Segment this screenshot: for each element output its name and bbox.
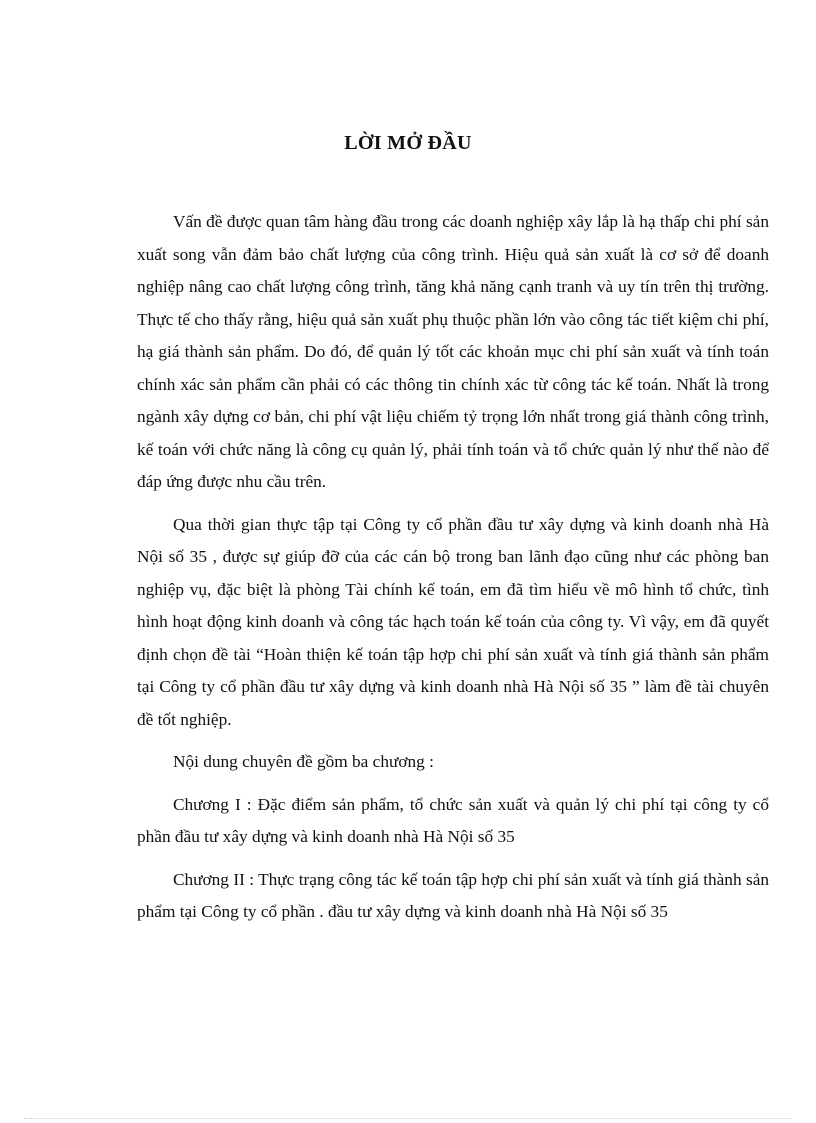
page-title: LỜI MỞ ĐẦU — [344, 132, 472, 154]
paragraph-chapter-2: Chương II : Thực trạng công tác kế toán tập hợp chi phí sản xuất và tính giá thành sản phẩm tại Công ty cổ phần . đầu tư xây dựng và kinh doanh nhà Hà Nội số 35 — [137, 869, 769, 921]
page-bottom-divider — [24, 1118, 792, 1119]
paragraph-chapter-1: Chương I : Đặc điểm sản phẩm, tổ chức sản xuất và quản lý chi phí tại công ty cổ phần đầu tư xây dựng và kinh doanh nhà Hà Nội số 35 — [137, 794, 769, 846]
paragraph-content-overview: Nội dung chuyên đề gồm ba chương : — [173, 752, 434, 771]
document-body — [137, 206, 769, 939]
paragraph-internship: Qua thời gian thực tập tại Công ty cổ phần đầu tư xây dựng và kinh doanh nhà Hà Nội số 35 , được sự giúp đỡ của các cán bộ trong ban lãnh đạo cũng như các phòng ban nghiệp vụ, đặc biệt là phòng Tài chính kế toán, em đã tìm hiểu về mô hình tổ chức, tình hình hoạt động kinh doanh và công tác hạch toán kế toán của công ty. Vì vậy, em đã quyết định chọn đề tài “Hoàn thiện kế toán tập hợp chi phí sản xuất và tính giá thành sản phẩm tại Công ty cổ phần đầu tư xây dựng và kinh doanh nhà Hà Nội số 35 ” làm đề tài chuyên đề tốt nghiệp. — [137, 514, 769, 729]
paragraph-intro: Vấn đề được quan tâm hàng đầu trong các doanh nghiệp xây lắp là hạ thấp chi phí sản xuất song vẫn đảm bảo chất lượng của công trình. Hiệu quả sản xuất là cơ sở để doanh nghiệp nâng cao chất lượng công trình, tăng khả năng cạnh tranh và uy tín trên thị trường. Thực tế cho thấy rằng, hiệu quả sản xuất phụ thuộc phần lớn vào công tác tiết kiệm chi phí, hạ giá thành sản phẩm. Do đó, để quản lý tốt các khoản mục chi phí sản xuất và tính toán chính xác sản phẩm cần phải có các thông tin chính xác từ công tác kế toán. Nhất là trong ngành xây dựng cơ bản, chi phí vật liệu chiếm tỷ trọng lớn nhất trong giá thành công trình, kế toán với chức năng là công cụ quản lý, phải tính toán và tổ chức quản lý như thế nào để đáp ứng được nhu cầu trên. — [137, 212, 769, 491]
